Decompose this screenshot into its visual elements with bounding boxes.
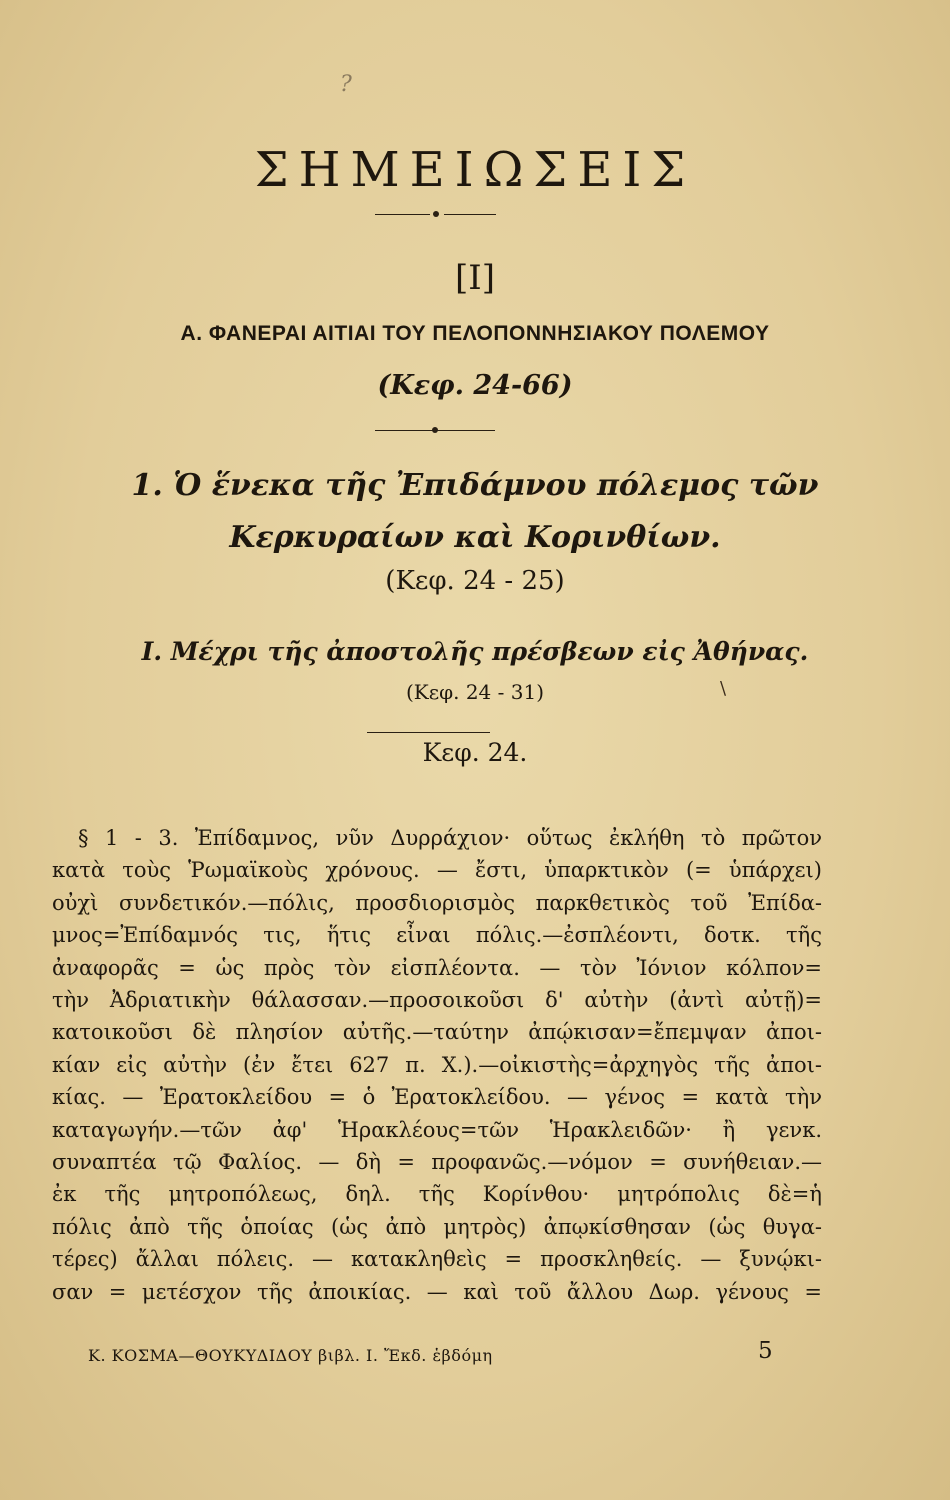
text-line: κίαν εἰς αὐτὴν (ἐν ἔτει 627 π. Χ.).—οἰκιστὴς=ἀρχηγὸς τῆς ἀποι- (52, 1052, 822, 1077)
text-line: συναπτέα τῷ Φαλίος. — δὴ = προφανῶς.—νόμον = συνήθειαν.— (52, 1150, 822, 1175)
text-line: πόλις ἀπὸ τῆς ὁποίας (ὡς ἀπὸ μητρὸς) ἀπῳκίσθησαν (ὡς θυγα- (52, 1214, 822, 1239)
pencil-mark: ? (340, 72, 352, 97)
ornament-rule-left (375, 214, 430, 215)
chapter-range-section: (Κεφ. 24 - 25) (385, 566, 565, 596)
text-line: τὴν Ἀδριατικὴν θάλασσαν.—προσοικοῦσι δ' αὐτὴν (ἀντὶ αὐτῇ)= (52, 988, 822, 1013)
text-line: τέρες) ἄλλαι πόλεις. — κατακληθεὶς = προσκληθείς. — ξυνῴκι- (52, 1247, 822, 1272)
text-line: καταγωγήν.—τῶν ἀφ' Ἡρακλέους=τῶν Ἡρακλειδῶν· ἢ γενκ. (52, 1117, 822, 1142)
text-line: οὐχὶ συνδετικόν.—πόλις, προσδιορισμὸς παρκθετικὸς τοῦ Ἐπίδα- (52, 890, 822, 915)
section-1-title-line2: Κερκυραίων καὶ Κορινθίων. (229, 520, 721, 555)
chapter-range-main: (Κεφ. 24-66) (377, 370, 573, 401)
text-line: σαν = μετέσχον τῆς ἀποικίας. — καὶ τοῦ ἄλλου Δωρ. γένους = (52, 1279, 822, 1304)
text-line: ἐκ τῆς μητροπόλεως, δηλ. τῆς Κορίνθου· μητρόπολις δὲ=ἡ (52, 1182, 822, 1207)
page-title: ΣΗΜΕΙΩΣΕΙΣ (254, 142, 696, 198)
commentary-text (52, 822, 822, 1308)
page-number: 5 (758, 1338, 773, 1364)
section-1-title-line1: 1. Ὁ ἕνεκα τῆς Ἐπιδάμνου πόλεμος τῶν (131, 468, 819, 503)
divider-rule (367, 732, 490, 733)
margin-mark: \ (720, 678, 727, 699)
section-heading: Α. ΦΑΝΕΡΑΙ ΑΙΤΙΑΙ ΤΟΥ ΠΕΛΟΠΟΝΝΗΣΙΑΚΟΥ ΠΟΛΕΜΟΥ (180, 322, 770, 345)
ornament-rule-right (444, 214, 496, 215)
text-line: κατοικοῦσι δὲ πλησίον αὐτῆς.—ταύτην ἀπῴκισαν=ἔπεμψαν ἀποι- (52, 1020, 822, 1045)
footer-signature: Κ. ΚΟΣΜΑ—ΘΟΥΚΥΔΙΔΟΥ βιβλ. I. Ἔκδ. ἑβδόμη (88, 1346, 493, 1365)
ornament-star (432, 427, 438, 433)
text-line: § 1 - 3. Ἐπίδαμνος, νῦν Δυρράχιον· οὕτως ἐκλήθη τὸ πρῶτον (78, 826, 822, 850)
text-line: κίας. — Ἐρατοκλείδου = ὁ Ἐρατοκλείδου. — γένος = κατὰ τὴν (52, 1085, 822, 1110)
text-line: ἀναφορᾶς = ὡς πρὸς τὸν εἰσπλέοντα. — τὸν Ἰόνιον κόλπον= (52, 955, 822, 980)
chapter-heading: Κεφ. 24. (422, 738, 528, 767)
text-line: κατὰ τοὺς Ῥωμαϊκοὺς χρόνους. — ἔστι, ὑπαρκτικὸν (= ὑπάρχει) (52, 858, 822, 883)
subsection-title: I. Μέχρι τῆς ἀποστολῆς πρέσβεων εἰς Ἀθήνας. (141, 637, 809, 666)
chapter-range-subsection: (Κεφ. 24 - 31) (406, 680, 544, 704)
text-line: μνος=Ἐπίδαμνός τις, ἥτις εἶναι πόλις.—ἐσπλέοντι, δοτκ. τῆς (52, 923, 822, 948)
ornament-dot (433, 211, 439, 217)
part-number: [I] (455, 258, 495, 298)
